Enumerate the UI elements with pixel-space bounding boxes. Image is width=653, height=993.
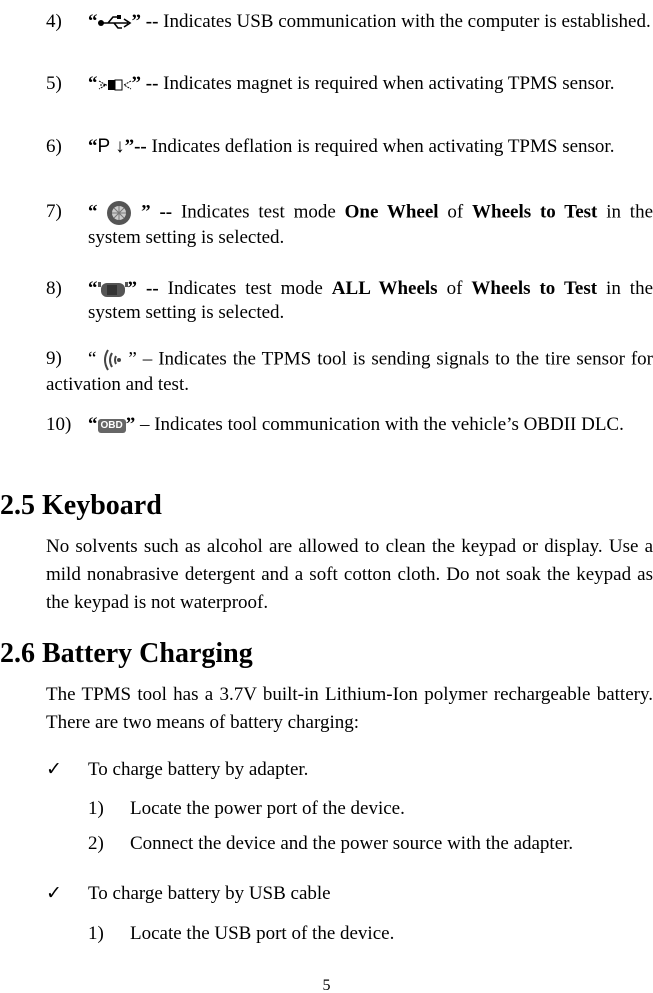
magnet-icon [98, 73, 132, 94]
usb-icon [98, 11, 132, 32]
step-item: 1) Locate the power port of the device. [88, 798, 405, 819]
checkmark-icon: ✓ [46, 883, 62, 904]
deflation-symbol: P ↓ [97, 136, 125, 157]
document-page: 4) “ ” -- Indicates USB communication with the computer is established. 5) “ ” -- Indicates magnet is required when activating TPMS sensor. 6) “P ↓”-- Indicates deflation is required when activating TPMS sensor. 7) “ ” -- Indicates test mode One Wheel of Wheels to Test in the system setting is selected. 8) “ ” -- Indicates test mode ALL Wheels of Wheels to Test in the system setting is selected. 9) “ ” – Indicates the TPMS tool is sending signals to the tire sensor for activation and test. 10) “ OBD ” – Indicates tool communication with the vehicle’s OBDII DLC. 2.5 Keyboard No solvents such as alcohol are allowed to clean the keypad or display. Use a mild nonabrasive detergent and a soft cotton cloth. Do not soak the keypad as the keypad is not waterproof. 2.6 Battery Charging The TPMS tool has a 3.7V built-in Lithium-Ion polymer rechargeable battery. There are two means of battery charging: ✓ To charge battery by adapter. 1) Locate the power port of the device. 2) Connect the device and the power source with the adapter. ✓ To charge battery by USB cable 1) Locate the USB port of the device. 5 [0, 0, 653, 993]
signal-icon [102, 348, 122, 369]
list-item-all-wheels: 8) “ ” -- Indicates test mode ALL Wheels of Wheels to Test in the system setting is selected. [46, 278, 653, 323]
list-item-one-wheel: 7) “ ” -- Indicates test mode One Wheel of Wheels to Test in the system setting is selected. [46, 201, 653, 248]
section-heading-keyboard: 2.5 Keyboard [0, 490, 162, 521]
wheel-icon [106, 201, 132, 222]
list-item-magnet: 5) “ ” -- Indicates magnet is required when activating TPMS sensor. [46, 73, 615, 94]
list-item-signal: 9) “ ” – Indicates the TPMS tool is sending signals to the tire sensor for activation and test. [46, 348, 653, 395]
page-number: 5 [322, 977, 331, 993]
car-icon [98, 278, 128, 299]
list-item-obd: 10) “ OBD ” – Indicates tool communication with the vehicle’s OBDII DLC. [46, 414, 624, 435]
battery-paragraph: The TPMS tool has a 3.7V built-in Lithium-Ion polymer rechargeable battery. There are two means of battery charging: [46, 684, 653, 733]
keyboard-paragraph: No solvents such as alcohol are allowed to clean the keypad or display. Use a mild nonabrasive detergent and a soft cotton cloth. Do not soak the keypad as the keypad is not waterproof. [46, 536, 653, 613]
obd-icon: OBD [98, 419, 126, 433]
step-item: 2) Connect the device and the power source with the adapter. [88, 833, 574, 854]
list-item-deflation: 6) “P ↓”-- Indicates deflation is required when activating TPMS sensor. [46, 136, 615, 157]
section-heading-battery: 2.6 Battery Charging [0, 638, 253, 669]
checkmark-icon: ✓ [46, 759, 62, 780]
list-item-usb: 4) “ ” -- Indicates USB communication with the computer is established. [46, 11, 651, 32]
step-item: 1) Locate the USB port of the device. [88, 923, 395, 944]
